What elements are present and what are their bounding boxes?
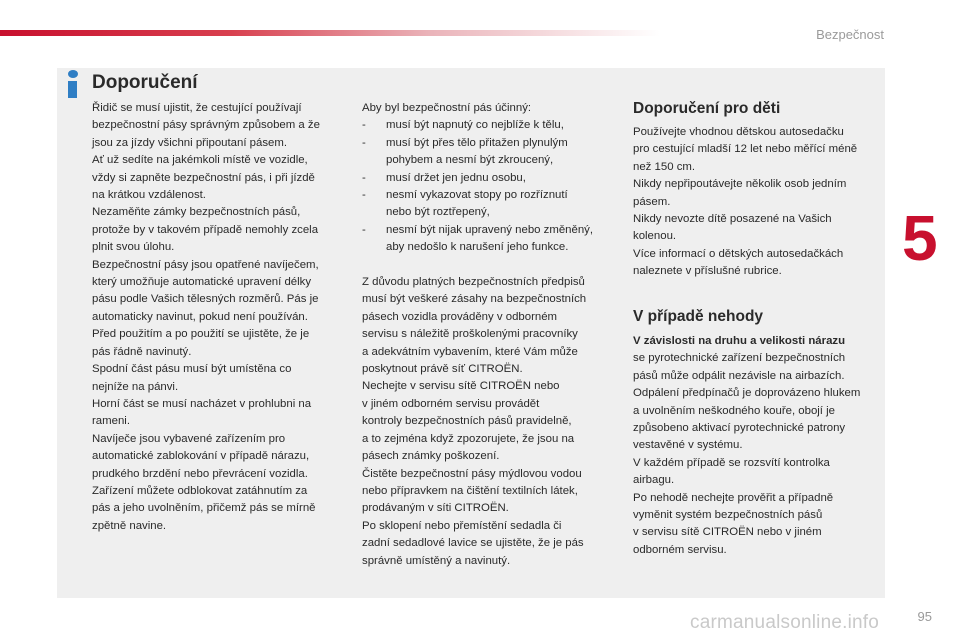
text-line: v jiném odborném servisu provádět <box>362 397 540 410</box>
belt-effectiveness-intro: Aby byl bezpečnostní pás účinný: <box>362 102 532 114</box>
text-line: airbagu. <box>633 474 675 487</box>
text-line: odborném servisu. <box>633 543 727 556</box>
text-line: kontroly bezpečnostních pásů pravidelně, <box>362 415 572 428</box>
text-line: automaticky navinut, pokud není používán. <box>92 310 308 323</box>
text-line: zpětně navine. <box>92 519 167 532</box>
text-line: plnit svou úlohu. <box>92 241 175 254</box>
text-line: prodávaným v síti CITROËN. <box>362 502 509 515</box>
text-line: správně umístěný a navinutý. <box>362 554 511 567</box>
text-line: musí být veškeré zásahy na bezpečnostních <box>362 293 587 306</box>
children-section-title: Doporučení pro děti <box>633 100 781 117</box>
text-line: a to zejména když zpozorujete, že jsou na <box>362 432 575 445</box>
text-line: servisu s náležitě proškolenými pracovníky <box>362 328 578 341</box>
text-line: Navíječe jsou vybavené zařízením pro <box>92 432 286 445</box>
text-line: Bezpečnostní pásy jsou opatřené navíječem, <box>92 258 319 271</box>
list-item-line: aby nedošlo k narušení jeho funkce. <box>386 241 569 254</box>
text-line: protože by v takovém případě nemohly zcela <box>92 223 319 236</box>
text-line: Horní část se musí nacházet v prohlubni na <box>92 397 312 410</box>
text-line: nejníže na pánvi. <box>92 380 179 393</box>
text-line: Před použitím a po použití se ujistěte, že je <box>92 328 310 341</box>
text-line: Nikdy nevozte dítě posazené na Vašich <box>633 213 832 226</box>
text-line: a adekvátním vybavením, které Vám může <box>362 345 578 358</box>
recommendations-column-2 <box>362 100 612 570</box>
section-label: Bezpečnost <box>816 27 884 42</box>
text-line: se pyrotechnické zařízení bezpečnostních <box>633 352 846 365</box>
accident-lead-line: V závislosti na druhu a velikosti nárazu <box>633 335 846 347</box>
service-paragraph <box>362 274 612 570</box>
text-line: Používejte vhodnou dětskou autosedačku <box>633 126 844 138</box>
recommendations-column-1 <box>92 100 352 535</box>
text-line: na krátkou vzdálenost. <box>92 189 206 202</box>
chapter-number: 5 <box>902 202 938 274</box>
text-line: který umožňuje automatické upravení délky <box>92 276 312 289</box>
list-item <box>362 135 612 170</box>
list-item-line: - musí držet jen jednu osobu, <box>386 171 526 184</box>
list-item-line: pohybem a nesmí být zkroucený, <box>386 154 554 167</box>
list-item <box>362 187 612 222</box>
text-line: rameni. <box>92 415 130 428</box>
text-line: pásů může odpálit nezávisle na airbazích. <box>633 369 845 382</box>
text-line: pásech známky poškození. <box>362 450 500 463</box>
list-item-line: - nesmí být nijak upravený nebo změněný, <box>386 223 594 236</box>
info-icon-dot <box>68 70 78 78</box>
text-line: V každém případě se rozsvítí kontrolka <box>633 456 830 469</box>
text-line: Nechejte v servisu sítě CITROËN nebo <box>362 380 560 393</box>
list-item-line: - nesmí vykazovat stopy po rozříznutí <box>386 189 568 202</box>
text-line: vždy si zapněte bezpečnostní pás, i při jízdě <box>92 171 315 184</box>
text-line: automatické zablokování v případě nárazu, <box>92 450 310 463</box>
list-item-line: - musí být přes tělo přitažen plynulým <box>386 136 568 149</box>
header-accent-bar <box>0 30 660 36</box>
text-line: Nikdy nepřipoutávejte několik osob jedním <box>633 178 847 191</box>
text-line: pás řádně navinutý. <box>92 345 192 358</box>
text-line: Čistěte bezpečnostní pásy mýdlovou vodou <box>362 467 582 480</box>
list-item <box>362 222 612 257</box>
list-item-line: nebo být roztřepený, <box>386 206 490 219</box>
belt-requirements-list <box>362 117 612 256</box>
text-line: jsou za jízdy všichni připoutaní pásem. <box>92 136 288 149</box>
text-line: Odpálení předpínačů je doprovázeno hlukem <box>633 387 861 400</box>
text-line: bezpečnostní pásy správným způsobem a že <box>92 119 320 132</box>
text-line: než 150 cm. <box>633 160 696 173</box>
children-section-text <box>633 124 878 281</box>
text-line: vestavěné v systému. <box>633 439 743 452</box>
watermark: carmanualsonline.info <box>690 612 880 633</box>
page-title: Doporučení <box>92 72 198 93</box>
text-line: způsobeno aktivací pyrotechnické patrony <box>633 422 846 435</box>
text-line: Více informací o dětských autosedačkách <box>633 247 844 260</box>
text-line: zadní sedadlové lavice se ujistěte, že je pás <box>362 537 584 550</box>
info-icon-stem <box>68 81 77 98</box>
text-line: Řidič se musí ujistit, že cestující používají <box>92 102 302 114</box>
accident-section-title: V případě nehody <box>633 308 764 325</box>
list-item <box>362 170 612 187</box>
list-item-line: - musí být napnutý co nejblíže k tělu, <box>386 119 564 132</box>
text-line: pásem. <box>633 195 671 208</box>
text-line: nebo přípravkem na čištění textilních látek, <box>362 484 578 497</box>
text-line: a uvolněním neškodného kouře, obojí je <box>633 404 836 417</box>
text-line: vyměnit systém bezpečnostních pásů <box>633 509 823 522</box>
text-line: kolenou. <box>633 230 677 243</box>
info-icon <box>66 70 80 98</box>
text-line: Nezaměňte zámky bezpečnostních pásů, <box>92 206 301 219</box>
text-line: v servisu sítě CITROËN nebo v jiném <box>633 526 822 539</box>
text-line: pásu podle Vašich tělesných rozměrů. Pás je <box>92 293 319 306</box>
text-line: Po sklopení nebo přemístění sedadla či <box>362 519 562 532</box>
text-line: pro cestující mladší 12 let nebo měřící méně <box>633 143 858 156</box>
text-line: Po nehodě nechejte prověřit a případně <box>633 491 834 504</box>
accident-section-text <box>633 333 878 559</box>
text-line: pás a jeho uvolněním, přičemž pás se mírně <box>92 502 316 515</box>
list-item <box>362 117 612 134</box>
text-line: poskytnout právě síť CITROËN. <box>362 363 523 376</box>
text-line: prudkého brzdění nebo převrácení vozidla. <box>92 467 308 480</box>
text-line: pásech vozidla prováděny v odborném <box>362 310 558 323</box>
text-line: Ať už sedíte na jakémkoli místě ve vozidle, <box>92 154 308 167</box>
text-line: naleznete v příslušné rubrice. <box>633 265 782 278</box>
text-line: Zařízení můžete odblokovat zatáhnutím za <box>92 484 308 497</box>
page-number: 95 <box>917 609 932 624</box>
text-line: Spodní část pásu musí být umístěna co <box>92 363 292 376</box>
text-line: Z důvodu platných bezpečnostních předpisů <box>362 276 585 289</box>
